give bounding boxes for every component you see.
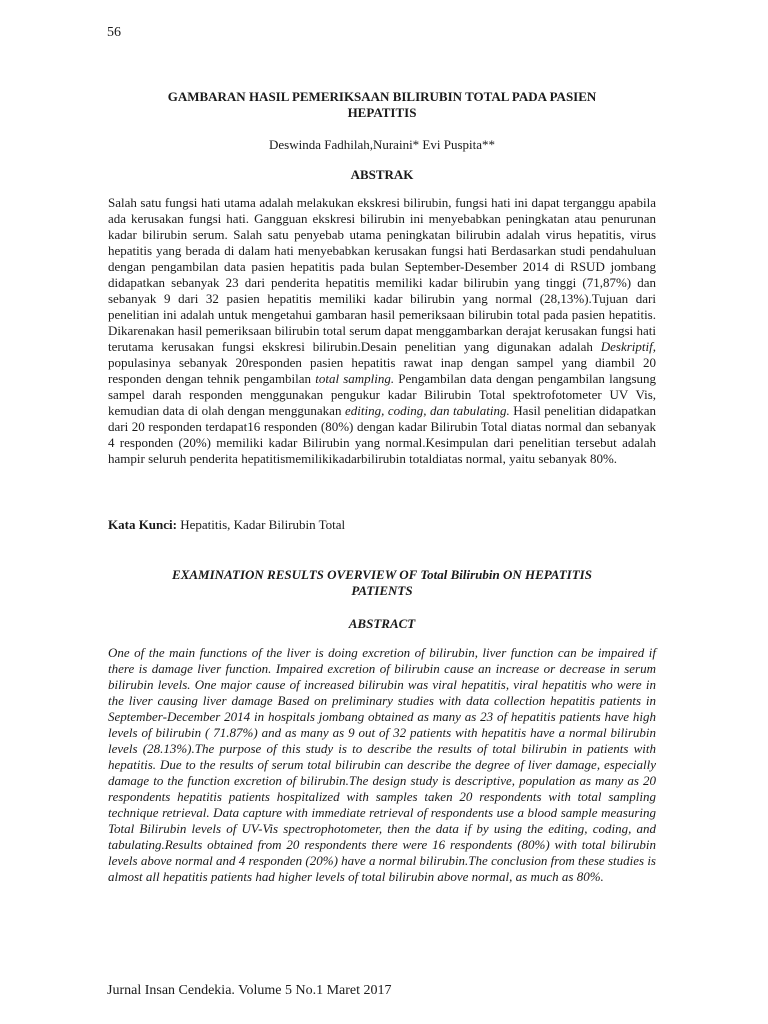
- abstrak-body: [108, 195, 656, 467]
- paper-title: [108, 89, 656, 121]
- abstrak-term: total sampling.: [315, 371, 395, 386]
- abstract-heading: ABSTRACT: [348, 616, 416, 631]
- english-title-line: PATIENTS: [351, 583, 413, 598]
- abstrak-text: Salah satu fungsi hati utama adalah melakukan ekskresi bilirubin, fungsi hati ini dapat terganggu apabila ada kerusakan fungsi hati. Gangguan ekskresi bilirubin ini menyebabkan peningkatan atau penurunan kadar bilirubin serum. Salah satu penyebab utama peningkatan bilirubin adalah virus hepatitis, virus hepatitis yang berada di dalam hati menyebabkan kerusakan fungsi hati Berdasarkan studi pendahuluan dengan pengambilan data pasien hepatitis pada bulan September-Desember 2014 di RSUD jombang didapatkan sebanyak 23 dari penderita hepatitis memiliki kadar bilirubin yang tinggi (71,87%) dan sebanyak 9 dari 32 pasien hepatitis memiliki kadar bilirubin yang normal (28,13%).Tujuan dari penelitian ini adalah untuk mengetahui gambaran hasil pemeriksaan bilirubin total pada pasien hepatitis. Dikarenakan hasil pemeriksaan bilirubin total serum dapat menggambarkan derajat kerusakan fungsi hati terutama kerusakan fungsi ekskresi bilirubin.Desain penelitian yang digunakan adalah: [108, 195, 656, 354]
- keywords-value: Hepatitis, Kadar Bilirubin Total: [180, 517, 346, 532]
- abstrak-text: Hasil penelitian didapatkan dari 20 responden terdapat16 responden (80%) dengan kadar Bilirubin Total diatas normal dan sebanyak 4 responden (20%) memiliki kadar Bilirubin yang normal.Kesimpulan dari penelitian tersebut adalah hampir seluruh penderita hepatitismemilikikadarbilirubin totaldiatas normal, yaitu sebanyak 80%.: [108, 403, 657, 466]
- journal-footer: Jurnal Insan Cendekia. Volume 5 No.1 Maret 2017: [107, 983, 392, 998]
- abstrak-text: Pengambilan data dengan pengambilan langsung sampel darah responden menggunakan pengukur kadar Bilirubin Total spektrofotometer UV Vis, kemudian data di olah dengan menggunakan: [108, 371, 657, 418]
- abstrak-term: Deskriptif,: [600, 339, 657, 354]
- page-number: 56: [107, 25, 121, 40]
- paper-title-line: GAMBARAN HASIL PEMERIKSAAN BILIRUBIN TOTAL PADA PASIEN: [167, 89, 597, 104]
- abstrak-heading: ABSTRAK: [350, 167, 414, 182]
- english-title: [108, 567, 656, 599]
- abstract-body: One of the main functions of the liver is doing excretion of bilirubin, liver function can be impaired if there is damage liver function. Impaired excretion of bilirubin cause an increase or decrease in serum bilirubin levels. One major cause of increased bilirubin was viral hepatitis, viral hepatitis who were in the liver causing liver damage Based on preliminary studies with data collection hepatitis patients in September-December 2014 in hospitals jombang obtained as many as 23 of hepatitis patients have high levels of bilirubin ( 71.87%) and as many as 9 out of 32 patients with hepatitis have a normal bilirubin levels (28.13%).The purpose of this study is to describe the results of total bilirubin in patients with hepatitis. Due to the results of serum total bilirubin can describe the degree of liver damage, especially damage to the function excretion of bilirubin.The design study is descriptive, population as many as 20 respondents hepatitis patients hospitalized with samples taken 20 respondents with total sampling technique retrieval. Data capture with immediate retrieval of respondents use a blood sample measuring Total Bilirubin levels of UV-Vis spectrophotometer, then the data if by using the editing, coding, and tabulating.Results obtained from 20 respondents there were 16 respondents (80%) with total bilirubin levels above normal and 4 responden (20%) have a normal bilirubin.The conclusion from these studies is almost all hepatitis patients had higher levels of total bilirubin above normal, as much as 80%.: [108, 645, 656, 884]
- authors: Deswinda Fadhilah,Nuraini* Evi Puspita**: [268, 137, 496, 152]
- abstrak-text: populasinya sebanyak 20responden pasien hepatitis rawat inap dengan sampel yang diambil 20 responden dengan tehnik pengambilan: [108, 355, 656, 386]
- keywords: [108, 517, 656, 533]
- english-title-line: EXAMINATION RESULTS OVERVIEW OF Total Bilirubin ON HEPATITIS: [172, 567, 592, 582]
- abstrak-term: editing, coding, dan tabulating.: [345, 403, 510, 418]
- keywords-label: Kata Kunci:: [108, 517, 177, 532]
- paper-title-line: HEPATITIS: [347, 105, 417, 120]
